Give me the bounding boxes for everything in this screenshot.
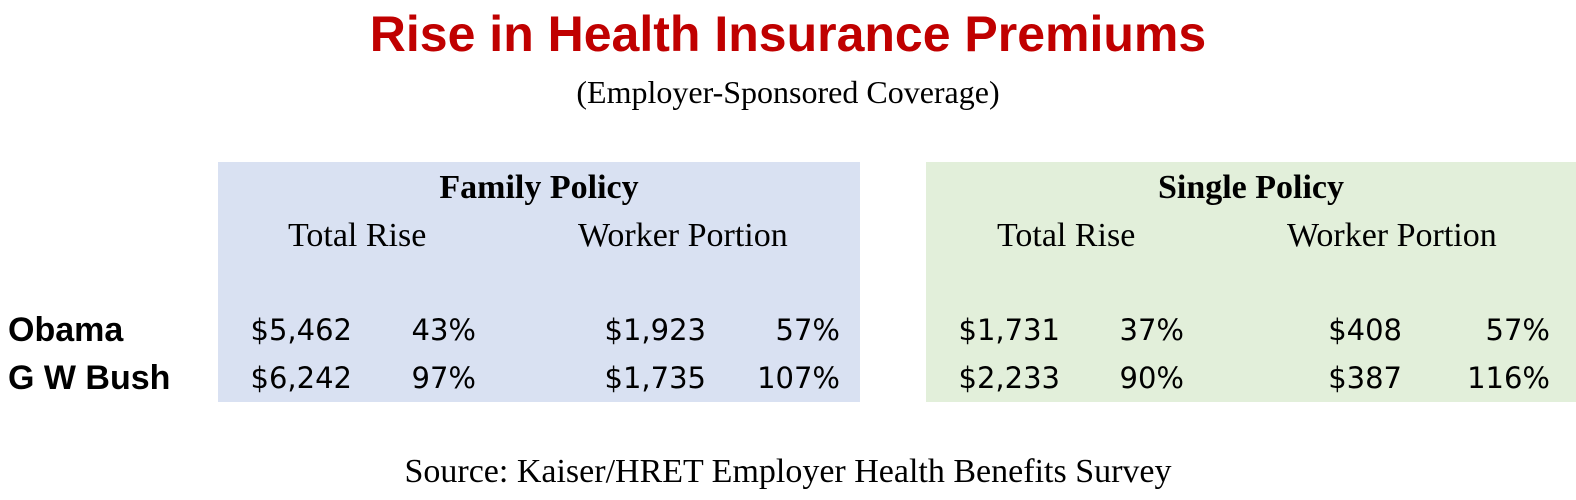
table-cell: 57% — [775, 313, 840, 347]
table-cell: $387 — [1328, 361, 1402, 395]
single-policy-header: Single Policy — [1157, 169, 1345, 206]
chart-title: Rise in Health Insurance Premiums — [369, 6, 1207, 62]
table-cell: $1,923 — [604, 313, 706, 347]
table-cell: 107% — [757, 361, 840, 395]
single-worker-portion-header: Worker Portion — [1287, 217, 1497, 254]
table-cell: $1,731 — [958, 313, 1060, 347]
table-cell: 37% — [1119, 313, 1184, 347]
single-total-rise-header: Total Rise — [997, 217, 1136, 254]
table-cell: 43% — [411, 313, 476, 347]
table-cell: $2,233 — [958, 361, 1060, 395]
family-worker-portion-header: Worker Portion — [578, 217, 788, 254]
family-total-rise-header: Total Rise — [288, 217, 427, 254]
table-cell: $5,462 — [250, 313, 352, 347]
table-cell: $6,242 — [250, 361, 352, 395]
table-cell: $1,735 — [604, 361, 706, 395]
family-policy-header: Family Policy — [439, 169, 639, 206]
table-cell: 57% — [1485, 313, 1550, 347]
row-label-gw-bush: G W Bush — [8, 359, 171, 397]
row-label-obama: Obama — [8, 311, 124, 349]
table-cell: $408 — [1328, 313, 1402, 347]
table-cell: 116% — [1467, 361, 1550, 395]
chart-subtitle: (Employer-Sponsored Coverage) — [576, 74, 1000, 110]
source-note: Source: Kaiser/HRET Employer Health Benefits Survey — [404, 453, 1172, 490]
table-cell: 90% — [1119, 361, 1184, 395]
table-cell: 97% — [411, 361, 476, 395]
